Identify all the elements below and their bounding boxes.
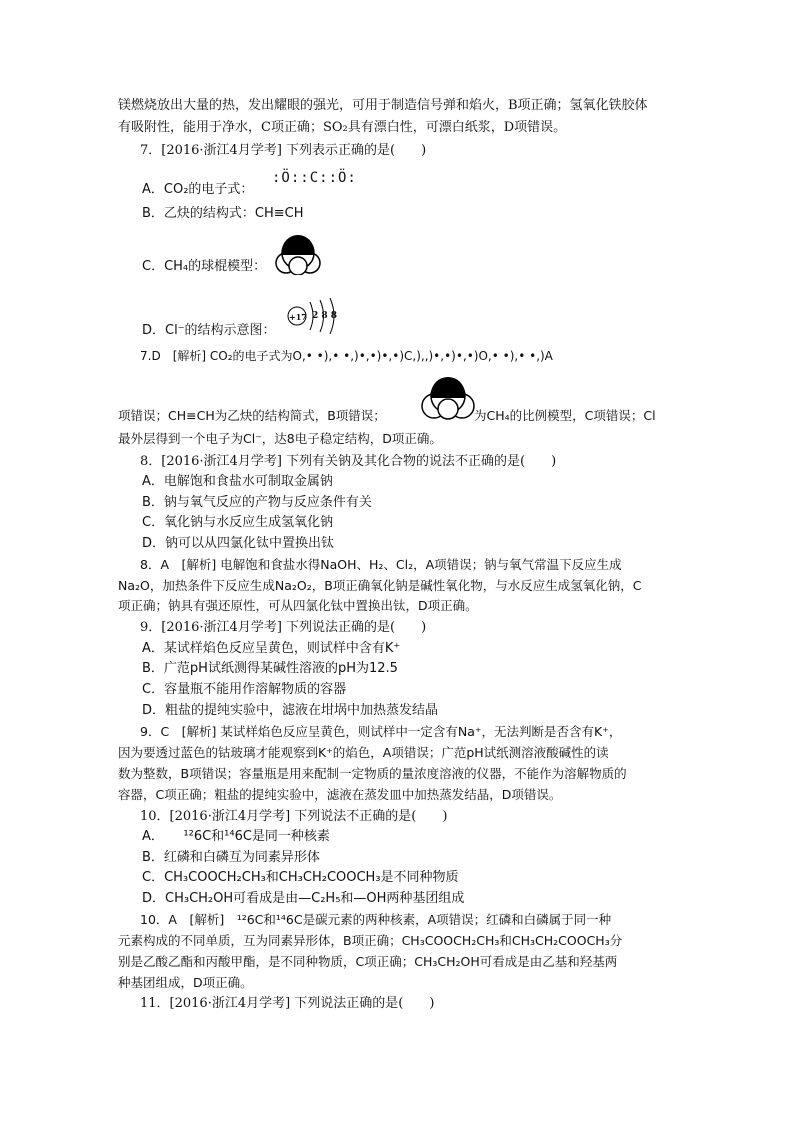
q10-option-d: D．CH₃CH₂OH可看成是由—C₂H₅和—OH两种基团组成 [142, 891, 465, 906]
answer-9-line: 9．C [解析] 某试样焰色反应呈黄色，则试样中一定含有Na⁺，无法判断是否含有K⁺， [140, 724, 622, 739]
q9-option-b: B．广范pH试纸测得某碱性溶液的pH为12.5 [142, 661, 398, 676]
answer-7-line: 最外层得到一个电子为Cl⁻，达8电子稳定结构，D项正确。 [118, 431, 442, 446]
q10-option-a: A． ¹²6C和¹⁴6C是同一种核素 [142, 829, 330, 844]
question-8: 8．[2016·浙江4月学考] 下列有关钠及其化合物的说法不正确的是( ) [140, 454, 557, 469]
question-11: 11．[2016·浙江4月学考] 下列说法正确的是( ) [140, 996, 435, 1011]
answer-8-line: 项正确；钠具有强还原性，可从四氯化钛中置换出钛，D项正确。 [118, 598, 478, 613]
answer-7-line: 7.D [解析] CO₂的电子式为O,• •),• •,)•,•)•,•)C,),,)•,•)•,•)O,• •),• •,)A [140, 349, 553, 363]
q10-option-c: C．CH₃COOCH₂CH₃和CH₃CH₂COOCH₃是不同种物质 [142, 870, 459, 885]
q8-option-a: A．电解饱和食盐水可制取金属钠 [142, 474, 333, 489]
co2-electron-formula: :Ö::C::Ö: [272, 170, 357, 186]
answer-10-line: 种基团组成，D项正确。 [118, 975, 253, 990]
electron-shell-counts: 2 8 8 [312, 311, 338, 321]
ch4-space-filling-model-figure [270, 229, 326, 275]
answer-8-line: 8．A [解析] 电解饱和食盐水得NaOH、H₂、Cl₂，A项错误；钠与氧气常温下反应生成 [140, 557, 622, 572]
answer-7-line: 项错误；CH≡CH为乙炔的结构简式，B项错误； [118, 408, 386, 423]
question-7: 7．[2016·浙江4月学考] 下列表示正确的是( ) [140, 143, 427, 158]
answer-10-line: 元素构成的不同单质，互为同素异形体，B项正确；CH₃COOCH₂CH₃和CH₃CH₂COOCH₃分 [118, 933, 623, 948]
answer-7-line: 为CH₄的比例模型，C项错误；Cl [474, 408, 656, 423]
ch4-proportion-model-figure [420, 376, 476, 422]
q9-option-c: C．容量瓶不能用作溶解物质的容器 [142, 682, 347, 697]
answer-10-line: 别是乙酸乙酯和丙酸甲酯，是不同种物质，C项正确；CH₃CH₂OH可看成是由乙基和羟基两 [118, 954, 618, 969]
text-line: 镁燃烧放出大量的热，发出耀眼的强光，可用于制造信号弹和焰火，B项正确；氢氧化铁胶体 [118, 98, 648, 113]
q7-option-d: D．Cl⁻的结构示意图： [142, 323, 276, 338]
answer-9-line: 数为整数，B项错误；容量瓶是用来配制一定物质的量浓度溶液的仪器，不能作为溶解物质的 [118, 766, 627, 781]
q8-option-d: D．钠可以从四氯化钛中置换出钛 [142, 536, 335, 551]
answer-10-line: 10．A [解析] ¹²6C和¹⁴6C是碳元素的两种核素，A项错误；红磷和白磷属于同一种 [140, 912, 612, 927]
q7-option-c: C．CH₄的球棍模型： [142, 259, 267, 274]
question-9: 9．[2016·浙江4月学考] 下列说法正确的是( ) [140, 620, 427, 635]
text-line: 有吸附性，能用于净水，C项正确；SO₂具有漂白性，可漂白纸浆，D项错误。 [118, 120, 567, 135]
q7-option-a: A．CO₂的电子式： [142, 182, 254, 197]
q10-option-b: B．红磷和白磷互为同素异形体 [142, 850, 320, 865]
q8-option-c: C．氧化钠与水反应生成氢氧化钠 [142, 515, 334, 530]
q9-option-a: A．某试样焰色反应呈黄色，则试样中含有K⁺ [142, 641, 401, 656]
q8-option-b: B．钠与氧气反应的产物与反应条件有关 [142, 495, 372, 510]
answer-9-line: 容器，C项正确；粗盐的提纯实验中，滤液在蒸发皿中加热蒸发结晶，D项错误。 [118, 787, 562, 802]
answer-8-line: Na₂O，加热条件下反应生成Na₂O₂，B项正确氧化钠是碱性氧化物，与水反应生成氢氧化钠，C [118, 578, 642, 593]
q9-option-d: D．粗盐的提纯实验中，滤液在坩埚中加热蒸发结晶 [142, 703, 439, 718]
nucleus-charge-label: +17 [289, 312, 307, 322]
q7-option-b: B．乙炔的结构式：CH≡CH [142, 206, 304, 221]
question-10: 10．[2016·浙江4月学考] 下列说法不正确的是( ) [140, 809, 448, 824]
answer-9-line: 因为要透过蓝色的钴玻璃才能观察到K⁺的焰色，A项错误；广范pH试纸测溶液酸碱性的读 [118, 745, 609, 760]
